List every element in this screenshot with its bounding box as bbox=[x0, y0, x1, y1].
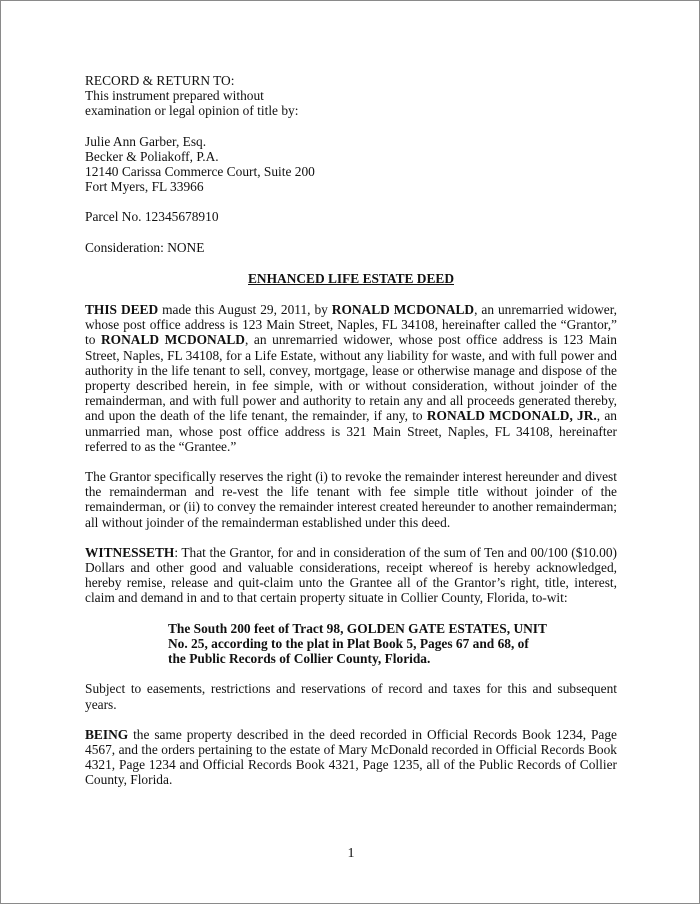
deed-paragraph-2: The Grantor specifically reserves the right (i) to revoke the remainder interest hereunder and divest the remainderman and re-vest the life tenant with fee simple title without joinder of the remainderman, or (ii) to convey the remainder interest created hereunder to another remainderman; all without joinder of the remainderman established under this deed. bbox=[85, 469, 617, 530]
grantor-name: RONALD MCDONALD bbox=[331, 302, 475, 318]
preparer-street: 12140 Carissa Commerce Court, Suite 200 bbox=[85, 164, 315, 180]
life-tenant-name: RONALD MCDONALD bbox=[101, 332, 245, 348]
preparer-firm: Becker & Poliakoff, P.A. bbox=[85, 148, 219, 164]
deed-paragraph-3 bbox=[85, 545, 617, 606]
this-deed-label: THIS DEED bbox=[85, 302, 159, 318]
deed-paragraph-1 bbox=[85, 302, 617, 454]
record-return-label: RECORD & RETURN TO: bbox=[85, 73, 235, 88]
deed-paragraph-4: Subject to easements, restrictions and reservations of record and taxes for this and subsequent years. bbox=[85, 681, 617, 712]
preparer-city: Fort Myers, FL 33966 bbox=[85, 179, 204, 195]
paragraph-3-text: : That the Grantor, for and in consideration of the sum of Ten and 00/100 ($10.00) Dollars and other good and valuable considerations, receipt whereof is hereby acknowledged, hereby remise, release and quit-claim unto the Grantee all of the Grantor’s right, title, interest, claim and demand in and to that certain property situate in Collier County, Florida, to-wit: bbox=[85, 544, 617, 606]
parcel-number: Parcel No. 12345678910 bbox=[85, 209, 219, 225]
preparer-name: Julie Ann Garber, Esq. bbox=[85, 133, 207, 149]
document-body bbox=[85, 73, 617, 788]
page-number: 1 bbox=[347, 846, 355, 861]
prepared-line-1: This instrument prepared without bbox=[85, 88, 264, 104]
preparer-address bbox=[85, 134, 617, 195]
paragraph-1-text-a: made this August 29, 2011, by bbox=[158, 302, 332, 318]
paragraph-1-text-c: , an unremarried widower, whose post office address is 123 Main Street, Naples, FL 34108, for a Life Estate, without any liability for waste, and with full power and authority in the life tenant to sell, convey, mortgage, lease or otherwise manage and dispose of the property described herein, in fee simple, with or without consideration, without joinder of the remainderman, and with full power and authority to retain any and all proceeds generated thereby, and upon the death of the life tenant, the remainder, if any, to bbox=[85, 332, 617, 424]
grantee-name: RONALD MCDONALD, JR. bbox=[426, 408, 597, 424]
being-label: BEING bbox=[85, 726, 129, 742]
prepared-line-2: examination or legal opinion of title by: bbox=[85, 103, 299, 119]
paragraph-1-text-b: , an unremarried widower, whose post office address is 123 Main Street, Naples, FL 34108, hereinafter called the “Grantor,” to bbox=[85, 302, 618, 348]
witnesseth-label: WITNESSETH bbox=[85, 544, 175, 560]
return-block bbox=[85, 73, 617, 119]
deed-paragraph-5 bbox=[85, 727, 617, 788]
legal-description: The South 200 feet of Tract 98, GOLDEN GATE ESTATES, UNIT No. 25, according to the plat in Plat Book 5, Pages 67 and 68, of the Public Records of Collier County, Florida. bbox=[168, 620, 547, 667]
paragraph-1-text-d: , an unmarried man, whose post office address is 321 Main Street, Naples, FL 34108, hereinafter referred to as the “Grantee.” bbox=[85, 408, 617, 454]
consideration: Consideration: NONE bbox=[85, 239, 205, 255]
deed-title: ENHANCED LIFE ESTATE DEED bbox=[248, 270, 454, 286]
paragraph-5-text: the same property described in the deed recorded in Official Records Book 1234, Page 4567, and the orders pertaining to the estate of Mary McDonald recorded in Official Records Book 4321, Page 1234 and Official Records Book 4321, Page 1235, all of the Public Records of Collier County, Florida. bbox=[85, 726, 617, 788]
